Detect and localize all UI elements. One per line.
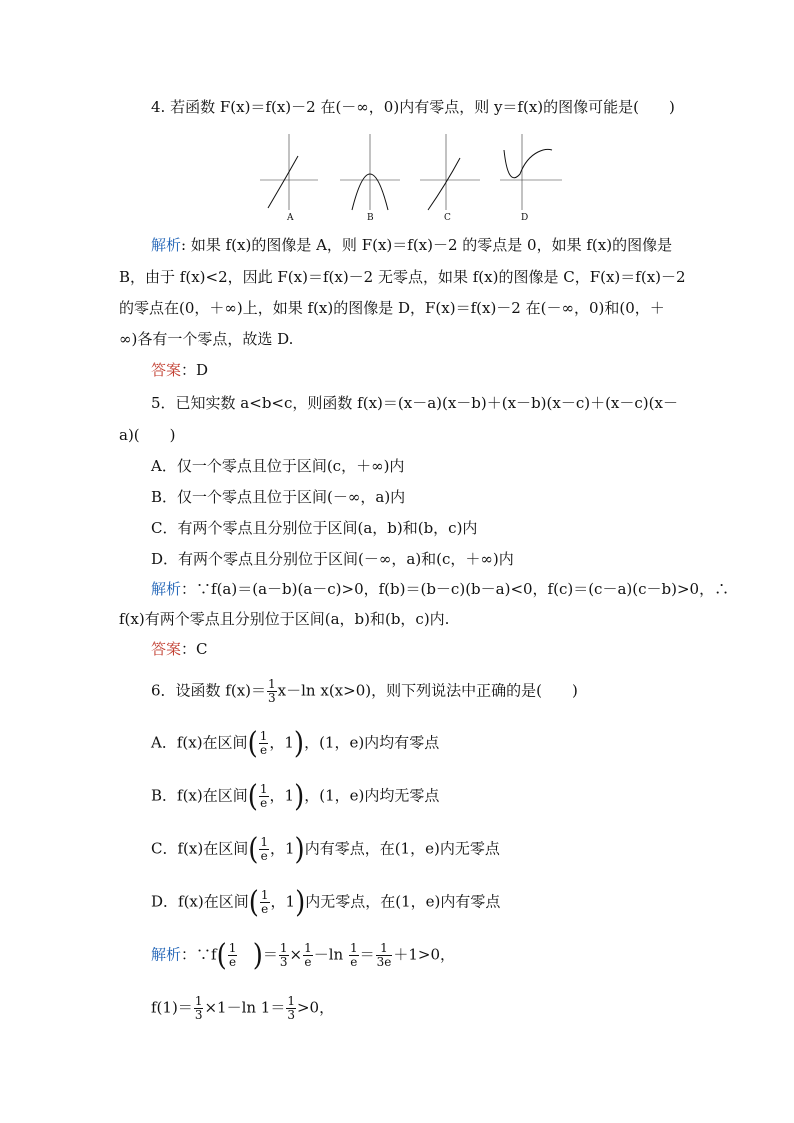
q6-analysis-1: 解析：∵f( $\frac{1}{e}$ )＝ $\frac{1}{3}$ × $\frac{1}{e}$ －ln $\frac{1}{e}$ ＝ $\frac{1}{3e}$ ＋1>0， [151, 938, 456, 973]
graph-label-c: C [444, 213, 451, 223]
graph-label-d: D [521, 213, 529, 223]
graph-a [260, 134, 318, 210]
graph-d [500, 134, 562, 210]
q6-analysis-2: f(1)＝ $\frac{1}{3}$ ×1－ln 1＝ $\frac{1}{3}$ >0， [151, 994, 335, 1022]
q5-option-a: A．仅一个零点且位于区间(c，＋∞)内 [151, 457, 405, 475]
q4-analysis-4: ∞)各有一个零点，故选 D. [119, 330, 294, 348]
q4-stem: 4. 若函数 F(x)＝f(x)－2 在(－∞，0)内有零点，则 y＝f(x)的图像可能是( ) [151, 98, 675, 116]
graph-label-a: A [287, 213, 294, 223]
q5-stem-2: a)( ) [119, 426, 176, 444]
q5-analysis-1: 解析：∵f(a)＝(a－b)(a－c)>0，f(b)＝(b－c)(b－a)<0，f(c)＝(c－a)(c－b)>0，∴ [151, 580, 730, 598]
q4-analysis-3: 的零点在(0，＋∞)上，如果 f(x)的图像是 D，F(x)＝f(x)－2 在(－∞，0)和(0，＋ [119, 299, 665, 317]
q6-option-b: B．f(x)在区间( $\frac{1}{e}$ ，1)，(1，e)内均无零点 [151, 779, 440, 814]
q4-analysis-1: 解析: 如果 f(x)的图像是 A，则 F(x)＝f(x)－2 的零点是 0，如果 f(x)的图像是 [151, 236, 673, 254]
q5-answer: 答案：C [151, 640, 208, 658]
q5-option-c: C．有两个零点且分别位于区间(a，b)和(b，c)内 [151, 519, 478, 537]
q6-stem: 6．设函数 f(x)＝ $\frac{1}{3}$ x－ln x(x>0)，则下列说法中正确的是( ) [151, 677, 578, 705]
q5-analysis-2: f(x)有两个零点且分别位于区间(a，b)和(b，c)内. [119, 610, 450, 628]
graph-b [340, 134, 400, 210]
q6-option-c: C．f(x)在区间( $\frac{1}{e}$ ，1)内有零点，在(1，e)内无零点 [151, 832, 500, 867]
graph-c [420, 134, 480, 210]
q4-answer: 答案：D [151, 361, 209, 379]
q4-graph-panel [256, 128, 566, 226]
graph-label-b: B [367, 213, 374, 223]
q4-analysis-2: B，由于 f(x)<2，因此 F(x)＝f(x)－2 无零点，如果 f(x)的图像是 C，F(x)＝f(x)－2 [119, 268, 686, 286]
q5-option-d: D．有两个零点且分别位于区间(－∞，a)和(c，＋∞)内 [151, 550, 514, 568]
q6-option-a: A．f(x)在区间( $\frac{1}{e}$ ，1)，(1，e)内均有零点 [151, 726, 440, 761]
q6-option-d: D．f(x)在区间( $\frac{1}{e}$ ，1)内无零点，在(1，e)内有零点 [151, 885, 501, 920]
q5-option-b: B．仅一个零点且位于区间(－∞，a)内 [151, 488, 406, 506]
q5-stem-1: 5．已知实数 a<b<c，则函数 f(x)＝(x－a)(x－b)＋(x－b)(x－c)＋(x－c)(x－ [151, 394, 678, 412]
